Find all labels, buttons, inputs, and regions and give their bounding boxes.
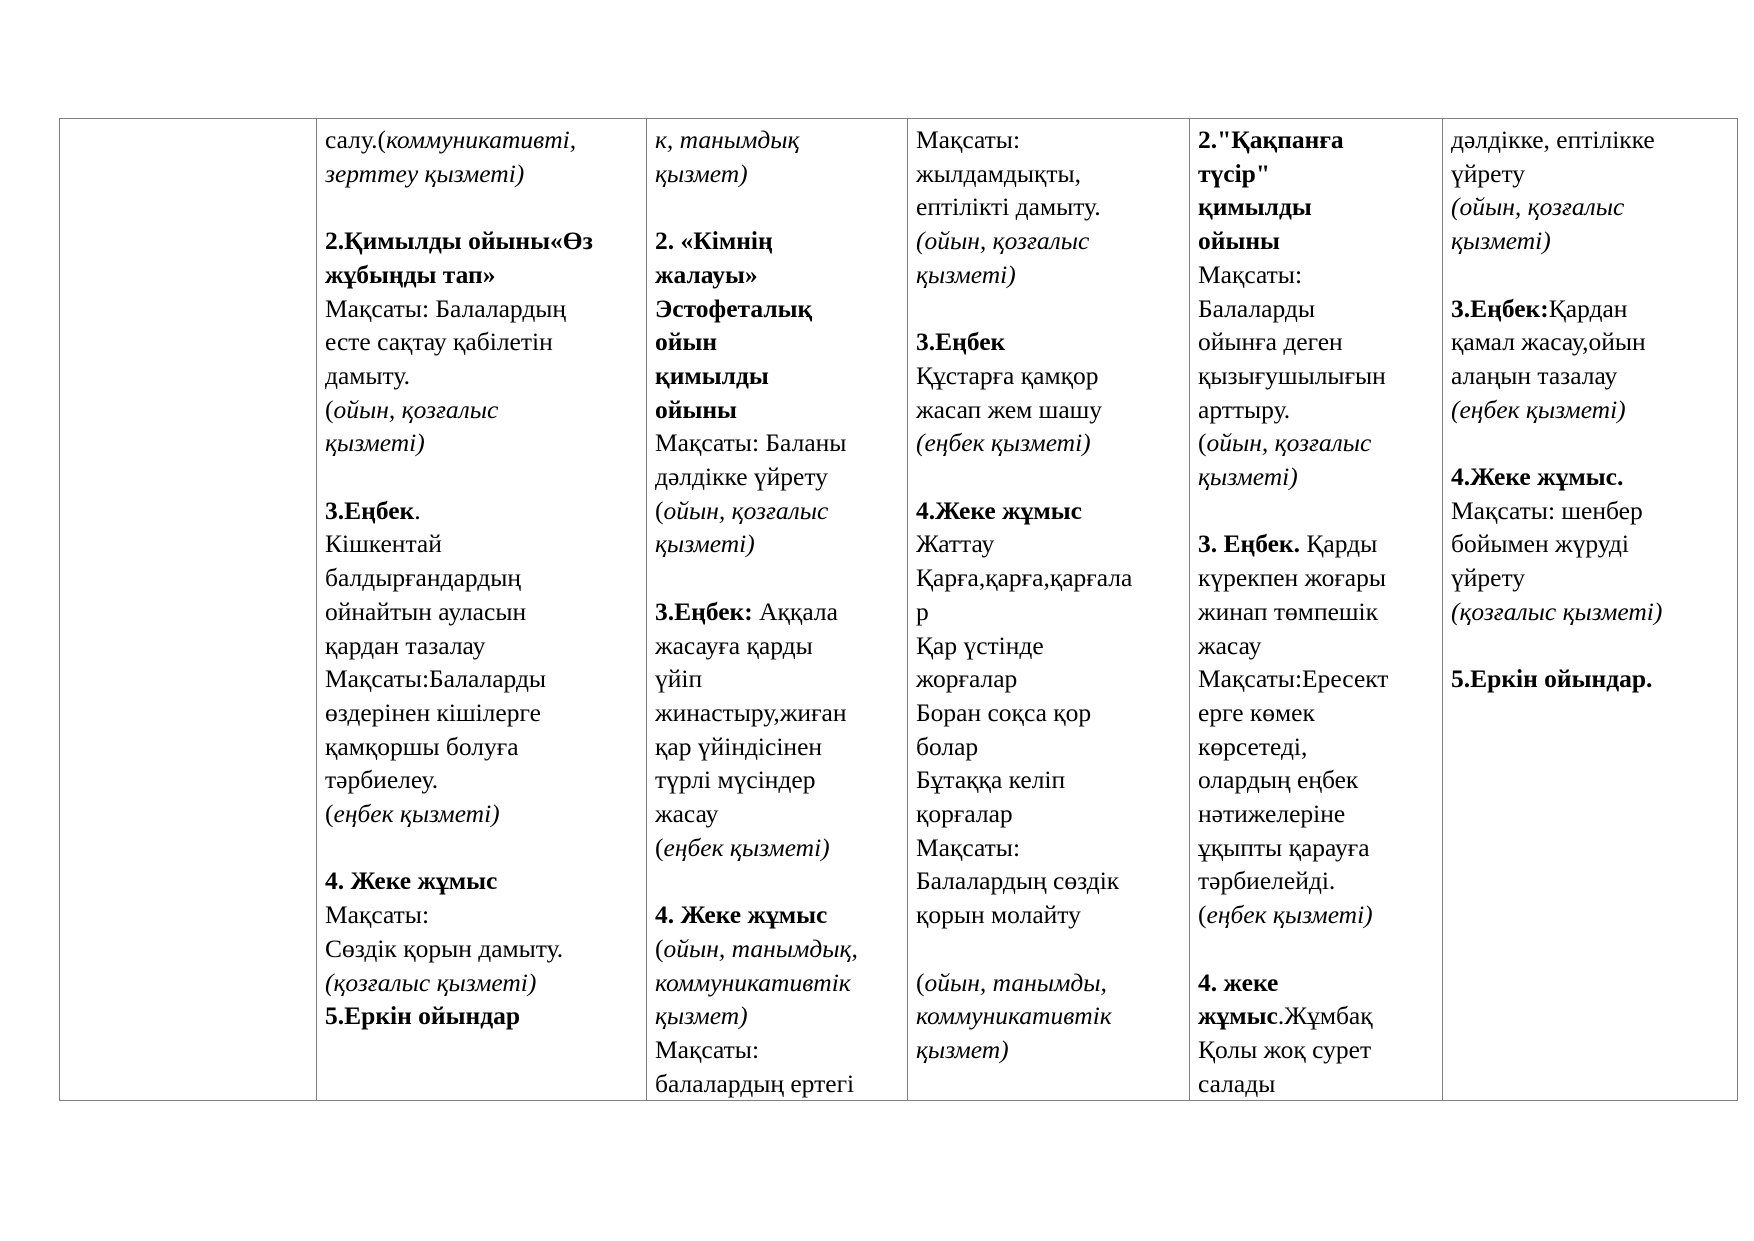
text-segment: еңбек қызметі) (663, 832, 830, 862)
cell-text-line (325, 662, 638, 696)
text-segment: жылдамдықты, (916, 158, 1082, 188)
text-segment: Бұтаққа келіп (916, 765, 1066, 795)
text-segment: дамыту. (325, 360, 410, 390)
text-segment: 3.Еңбек (325, 495, 415, 525)
text-segment: ( (655, 933, 664, 963)
cell-text-line (325, 359, 638, 393)
text-segment: ( (1198, 428, 1207, 458)
cell-text-line (1451, 292, 1729, 326)
cell-text-line (655, 730, 899, 764)
cell-text-line (1198, 662, 1434, 696)
blank-line (1451, 258, 1729, 292)
cell-text-line (1198, 966, 1434, 1000)
text-segment: жұмыс (1198, 1001, 1278, 1031)
cell-text-line (1198, 359, 1434, 393)
cell-text-line (655, 763, 899, 797)
text-segment: дәлдікке үйрету (655, 462, 828, 492)
text-segment: 3.Еңбек: (655, 596, 753, 626)
blank-line (916, 460, 1181, 494)
cell-text-line (655, 325, 899, 359)
text-segment: түсір" (1198, 158, 1271, 188)
text-segment: ойын (655, 327, 718, 357)
text-segment: күрекпен жоғары (1198, 563, 1386, 593)
cell-text-line (916, 763, 1181, 797)
blank-line (655, 864, 899, 898)
cell-text-line (1451, 393, 1729, 427)
blank-line (1451, 426, 1729, 460)
cell-text-line (1198, 426, 1434, 460)
cell-text-line (655, 966, 899, 1000)
text-segment: Мақсаты: (916, 832, 1021, 862)
cell-text-line (655, 123, 899, 157)
text-segment: Жаттау (916, 529, 995, 559)
text-segment: р (916, 596, 929, 626)
cell-text-line (325, 325, 638, 359)
cell-text-line (655, 797, 899, 831)
text-segment: ойын, танымды, (924, 967, 1107, 997)
cell-text-line (655, 292, 899, 326)
text-segment: қызметі) (1451, 226, 1551, 256)
cell-text-line (1198, 595, 1434, 629)
cell-text-line (916, 831, 1181, 865)
text-segment: Қардан (1548, 293, 1628, 323)
text-segment: ойынға деген (1198, 327, 1343, 357)
cell-text-line (1198, 224, 1434, 258)
cell-text-line (916, 224, 1181, 258)
cell-text-line (916, 359, 1181, 393)
cell-text-line (916, 595, 1181, 629)
cell-text-line (325, 898, 638, 932)
cell-text-line (1198, 258, 1434, 292)
text-segment: Мақсаты: (325, 900, 430, 930)
cell-text-line (1198, 864, 1434, 898)
blank-line (916, 292, 1181, 326)
cell-text-line (325, 123, 638, 157)
activity-table (59, 118, 1738, 1101)
cell-text-line (916, 393, 1181, 427)
text-segment: өздерінен кішілерге (325, 697, 541, 727)
text-segment: ( (916, 967, 925, 997)
cell-text-line (325, 393, 638, 427)
cell-text-line (916, 797, 1181, 831)
cell-text-line (655, 831, 899, 865)
cell-text-line (1198, 393, 1434, 427)
text-segment: Қолы жоқ сурет (1198, 1034, 1372, 1064)
text-segment: қардан тазалау (325, 630, 486, 660)
cell-text-line (1451, 359, 1729, 393)
cell-text-line (1198, 1067, 1434, 1101)
cell-text-line (655, 157, 899, 191)
text-segment: Мақсаты: (1198, 259, 1303, 289)
text-segment: қорын молайту (916, 900, 1081, 930)
text-segment: жорғалар (916, 664, 1018, 694)
text-segment: (еңбек қызметі) (916, 428, 1091, 458)
text-segment: қамал жасау,ойын (1451, 327, 1646, 357)
text-segment: ерге көмек (1198, 697, 1315, 727)
text-segment: 5.Еркін ойындар. (1451, 664, 1653, 694)
text-segment: ептілікті дамыту. (916, 192, 1101, 222)
text-segment: 4. Жеке жұмыс (325, 866, 498, 896)
cell-text-line (655, 662, 899, 696)
cell-text-line (1198, 460, 1434, 494)
text-segment: 3.Еңбек: (1451, 293, 1549, 323)
cell-text-line (1451, 494, 1729, 528)
table-cell-col-6 (1443, 119, 1738, 1101)
blank-line (916, 932, 1181, 966)
cell-text-line (916, 258, 1181, 292)
text-segment: үйрету (1451, 563, 1526, 593)
text-segment: ойыны (655, 394, 737, 424)
text-segment: 4.Жеке жұмыс. (1451, 462, 1624, 491)
cell-text-line (916, 662, 1181, 696)
text-segment: арттыру. (1198, 394, 1291, 424)
cell-text-line (1198, 696, 1434, 730)
cell-text-line (1198, 1033, 1434, 1067)
cell-text-line (916, 190, 1181, 224)
cell-text-line (655, 932, 899, 966)
text-segment: тәрбиелейді. (1198, 866, 1336, 896)
cell-text-line (655, 393, 899, 427)
text-segment: 2.Қимылды ойыны«Өз (325, 226, 593, 256)
text-segment: 3.Еңбек (916, 327, 1006, 357)
text-segment: (еңбек қызметі) (1451, 394, 1626, 424)
text-segment: қызметі) (325, 428, 425, 458)
cell-text-line (1451, 123, 1729, 157)
text-segment: жалауы» (655, 259, 758, 289)
text-segment: ойын, танымдық, (663, 933, 858, 963)
cell-text-line (655, 426, 899, 460)
text-segment: жинап төмпешік (1198, 596, 1379, 626)
cell-text-line (325, 426, 638, 460)
cell-text-line (1451, 561, 1729, 595)
text-segment: 4. Жеке жұмыс (655, 900, 828, 930)
text-segment: Эстофеталық (655, 293, 813, 323)
cell-text-line (655, 527, 899, 561)
cell-text-line (325, 696, 638, 730)
text-segment: коммуникативті, (385, 125, 577, 154)
text-segment: тәрбиелеу. (325, 765, 439, 795)
cell-text-line (916, 696, 1181, 730)
text-segment: .Жұмбақ (1277, 1001, 1373, 1031)
text-segment: 5.Еркін ойындар (325, 1001, 521, 1031)
text-segment: қызметі) (916, 259, 1016, 289)
text-segment: ойнайтын ауласын (325, 596, 527, 626)
text-segment: (ойын, қозғалыс (1451, 192, 1625, 222)
cell-text-line (1198, 561, 1434, 595)
text-segment: ойын, қозғалыс (1206, 428, 1372, 458)
text-segment: қимылды (655, 360, 769, 390)
text-segment: Құстарға қамқор (916, 360, 1099, 390)
cell-text-line (655, 494, 899, 528)
cell-text-line (1198, 527, 1434, 561)
text-segment: қорғалар (916, 799, 1013, 829)
cell-text-line (655, 629, 899, 663)
cell-text-line (655, 359, 899, 393)
text-segment: жасау (1198, 630, 1262, 660)
text-segment: Қар үстінде (916, 630, 1044, 660)
cell-text-line (916, 527, 1181, 561)
text-segment: жасау (655, 799, 719, 829)
cell-text-line (1198, 325, 1434, 359)
text-segment: Балаларды (1198, 293, 1316, 323)
text-segment: қызығушылығын (1198, 360, 1386, 390)
cell-text-line (1198, 292, 1434, 326)
text-segment: жасауға қарды (655, 630, 813, 660)
blank-line (1198, 932, 1434, 966)
text-segment: Мақсаты: Балалардың (325, 293, 567, 323)
text-segment: қар үйіндісінен (655, 731, 823, 761)
cell-text-line (1451, 190, 1729, 224)
cell-text-line (325, 864, 638, 898)
text-segment: ойын, қозғалыс (663, 495, 829, 525)
text-segment: . (414, 495, 421, 525)
table-cell-col-2 (317, 119, 647, 1101)
text-segment: Мақсаты: шенбер (1451, 495, 1643, 525)
table-cell-empty (60, 119, 317, 1101)
cell-text-line (655, 1067, 899, 1101)
cell-text-line (655, 999, 899, 1033)
text-segment: Мақсаты: (916, 125, 1021, 154)
cell-text-line (916, 629, 1181, 663)
cell-text-line (916, 561, 1181, 595)
text-segment: үйіп (655, 664, 703, 694)
cell-text-line (655, 898, 899, 932)
cell-text-line (1198, 157, 1434, 191)
text-segment: көрсетеді, (1198, 731, 1308, 761)
text-segment: қамқоршы болуға (325, 731, 519, 761)
cell-text-line (916, 898, 1181, 932)
cell-text-line (1451, 157, 1729, 191)
cell-text-line (655, 460, 899, 494)
text-segment: 3. Еңбек. (1198, 529, 1300, 559)
text-segment: к, танымдық (655, 125, 800, 154)
text-segment: қызметі) (655, 529, 755, 559)
text-segment: болар (916, 731, 979, 761)
cell-text-line (655, 696, 899, 730)
cell-text-line (655, 595, 899, 629)
text-segment: нәтижелеріне (1198, 799, 1346, 829)
cell-text-line (325, 730, 638, 764)
text-segment: жасап жем шашу (916, 394, 1103, 424)
cell-text-line (1198, 831, 1434, 865)
cell-text-line (325, 527, 638, 561)
text-segment: олардың еңбек (1198, 765, 1359, 795)
blank-line (655, 561, 899, 595)
text-segment: балдырғандардың (325, 563, 521, 593)
cell-text-line (1198, 898, 1434, 932)
cell-text-line (325, 561, 638, 595)
cell-text-line (916, 157, 1181, 191)
text-segment: Кішкентай (325, 529, 442, 559)
blank-line (1198, 494, 1434, 528)
text-segment: ұқыпты қарауға (1198, 832, 1370, 862)
cell-text-line (1198, 123, 1434, 157)
text-segment: Қарға,қарға,қарғала (916, 563, 1133, 593)
text-segment: ( (325, 394, 334, 424)
cell-text-line (916, 966, 1181, 1000)
cell-text-line (325, 966, 638, 1000)
text-segment: салады (1198, 1068, 1276, 1098)
cell-text-line (1198, 999, 1434, 1033)
table-cell-col-3 (647, 119, 908, 1101)
text-segment: ( (655, 832, 664, 862)
cell-text-line (325, 494, 638, 528)
cell-text-line (1451, 224, 1729, 258)
cell-text-line (325, 157, 638, 191)
text-segment: үйрету (1451, 158, 1526, 188)
text-segment: қызмет) (655, 158, 748, 188)
cell-text-line (916, 123, 1181, 157)
cell-text-line (1198, 190, 1434, 224)
text-segment: алаңын тазалау (1451, 360, 1618, 390)
text-segment: 2. «Кімнің (655, 226, 773, 256)
cell-text-line (325, 932, 638, 966)
cell-text-line (325, 258, 638, 292)
cell-text-line (916, 864, 1181, 898)
text-segment: ( (655, 495, 664, 525)
cell-text-line (1451, 595, 1729, 629)
cell-text-line (1451, 325, 1729, 359)
text-segment: Боран соқса қор (916, 697, 1092, 727)
cell-text-line (1198, 629, 1434, 663)
text-segment: қызметі) (1198, 462, 1298, 492)
cell-text-line (1198, 797, 1434, 831)
cell-text-line (325, 763, 638, 797)
cell-text-line (916, 730, 1181, 764)
text-segment: еңбек қызметі) (1206, 900, 1373, 930)
table-cell-col-4 (908, 119, 1190, 1101)
text-segment: жинастыру,жиған (655, 697, 847, 727)
blank-line (325, 460, 638, 494)
text-segment: дәлдікке, ептілікке (1451, 125, 1655, 154)
text-segment: зерттеу қызметі) (325, 158, 525, 188)
cell-text-line (325, 595, 638, 629)
cell-text-line (916, 999, 1181, 1033)
text-segment: ойыны (1198, 226, 1280, 256)
cell-text-line (655, 1033, 899, 1067)
text-segment: (қозғалыс қызметі) (1451, 596, 1663, 626)
cell-text-line (325, 797, 638, 831)
text-segment: қимылды (1198, 192, 1312, 222)
table-cell-col-5 (1190, 119, 1443, 1101)
blank-line (655, 190, 899, 224)
text-segment: қызмет) (655, 1001, 748, 1031)
text-segment: Мақсаты: (655, 1034, 760, 1064)
text-segment: коммуникативтік (916, 1001, 1112, 1031)
text-segment: еңбек қызметі) (333, 799, 500, 829)
text-segment: (қозғалыс қызметі) (325, 967, 537, 997)
text-segment: ( (325, 799, 334, 829)
text-segment: Мақсаты:Балаларды (325, 664, 547, 694)
text-segment: түрлі мүсіндер (655, 765, 816, 795)
cell-text-line (1451, 527, 1729, 561)
text-segment: бойымен жүруді (1451, 529, 1629, 559)
text-segment: 2."Қақпанға (1198, 125, 1344, 154)
cell-text-line (916, 426, 1181, 460)
cell-text-line (916, 1033, 1181, 1067)
blank-line (1451, 629, 1729, 663)
text-segment: жұбыңды тап» (325, 259, 496, 289)
cell-text-line (325, 292, 638, 326)
text-segment: 4.Жеке жұмыс (916, 495, 1082, 525)
cell-text-line (655, 258, 899, 292)
text-segment: 4. жеке (1198, 967, 1279, 997)
cell-text-line (1451, 460, 1729, 494)
cell-text-line (1198, 730, 1434, 764)
table-row (60, 119, 1738, 1101)
text-segment: Балалардың сөздік (916, 866, 1120, 896)
text-segment: ойын, қозғалыс (333, 394, 499, 424)
cell-text-line (325, 629, 638, 663)
text-segment: Сөздік қорын дамыту. (325, 933, 564, 963)
cell-text-line (916, 494, 1181, 528)
cell-text-line (1198, 763, 1434, 797)
cell-text-line (325, 224, 638, 258)
text-segment: Мақсаты: Баланы (655, 428, 847, 458)
text-segment: салу.( (325, 125, 386, 154)
cell-text-line (325, 999, 638, 1033)
text-segment: ( (1198, 900, 1207, 930)
cell-text-line (916, 325, 1181, 359)
text-segment: Қарды (1300, 529, 1378, 559)
text-segment: есте сақтау қабілетін (325, 327, 553, 357)
text-segment: коммуникативтік (655, 967, 851, 997)
text-segment: Аққала (752, 596, 838, 626)
cell-text-line (655, 224, 899, 258)
cell-text-line (1451, 662, 1729, 696)
text-segment: Мақсаты:Ересект (1198, 664, 1389, 694)
blank-line (325, 831, 638, 865)
text-segment: балалардың ертегі (655, 1068, 855, 1098)
text-segment: қызмет) (916, 1034, 1009, 1064)
text-segment: (ойын, қозғалыс (916, 226, 1090, 256)
blank-line (325, 190, 638, 224)
